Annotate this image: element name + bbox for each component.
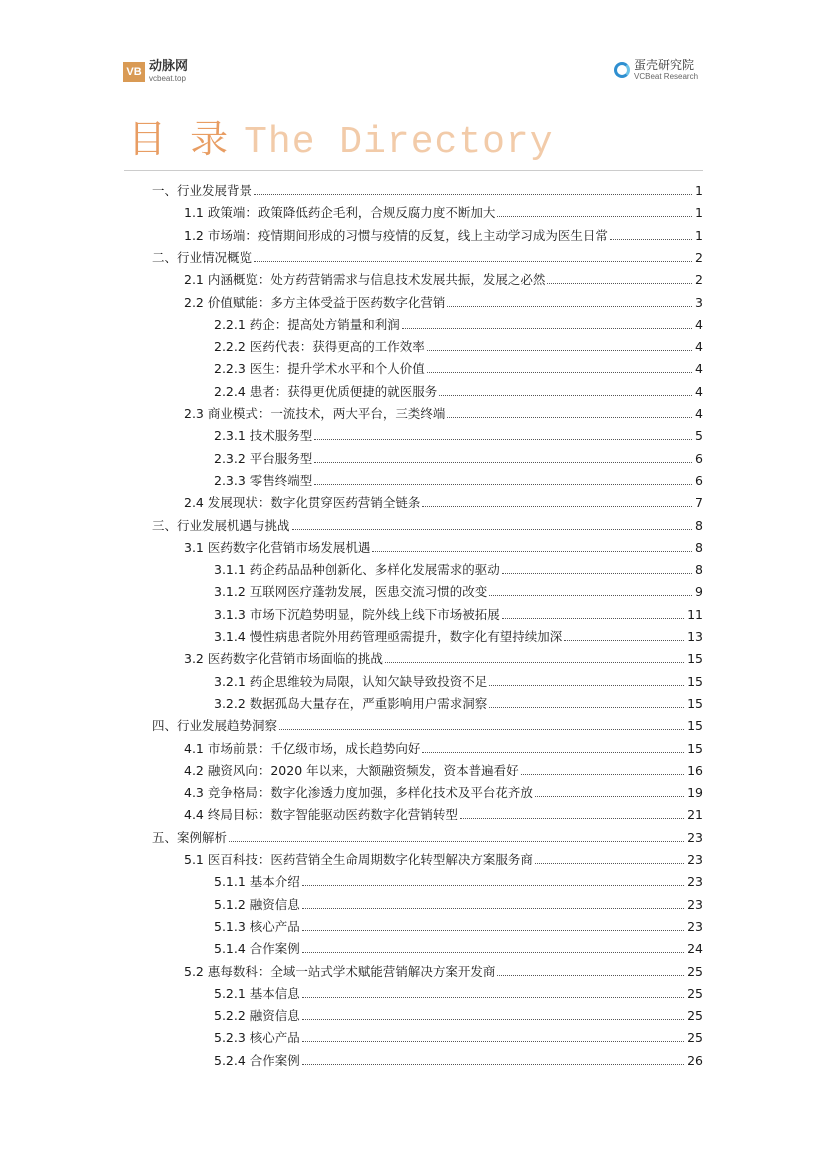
toc-entry-page: 1 [695,205,703,221]
toc-leader-dots [279,729,684,730]
toc-entry-page: 25 [687,1030,703,1046]
toc-entry[interactable] [214,336,703,358]
toc-leader-dots [314,484,692,485]
toc-entry[interactable] [214,314,703,336]
toc-entry-page: 25 [687,985,703,1001]
toc-entry-label: 2.2.3 医生：提升学术水平和个人价值 [214,361,425,377]
title-en: The Directory [244,121,554,164]
toc-leader-dots [254,194,692,195]
toc-entry[interactable] [214,1050,703,1072]
toc-leader-dots [302,952,684,953]
toc-entry-page: 4 [695,361,703,377]
toc-entry-label: 2.3 商业模式：一流技术，两大平台，三类终端 [184,406,446,421]
toc-leader-dots [314,439,692,440]
toc-entry-label: 5.2.1 基本信息 [214,985,300,1001]
toc-entry-label: 2.2.1 药企：提高处方销量和利润 [214,316,400,332]
toc-entry-label: 2.4 发展现状：数字化贯穿医药营销全链条 [184,495,421,511]
toc-leader-dots [302,997,684,998]
toc-entry[interactable] [214,448,703,470]
title-cn: 目 录 [128,117,235,161]
toc-entry[interactable] [184,537,703,559]
toc-entry-page: 4 [695,339,703,355]
toc-entry[interactable] [214,425,703,447]
toc-entry[interactable] [152,715,703,737]
toc-entry-label: 2.3.1 技术服务型 [214,428,313,444]
toc-leader-dots [497,975,684,976]
toc-entry-label: 四、行业发展趋势洞察 [152,718,278,734]
toc-leader-dots [254,261,692,262]
toc-entry-page: 1 [695,183,703,198]
toc-entry-page: 6 [695,450,703,466]
toc-entry-label: 5.1.2 融资信息 [214,896,300,912]
toc-entry-page: 24 [687,941,703,957]
ring-logo-icon [614,62,630,78]
toc-entry[interactable] [214,1005,703,1027]
toc-entry-page: 23 [687,829,703,845]
toc-entry-label: 3.2.1 药企思维较为局限，认知欠缺导致投资不足 [214,673,488,689]
toc-entry[interactable] [184,292,703,314]
toc-leader-dots [314,462,692,463]
toc-entry-page: 23 [687,852,703,867]
toc-entry[interactable] [184,961,703,983]
toc-entry-page: 4 [695,383,703,399]
toc-leader-dots [502,618,684,619]
toc-entry[interactable] [214,693,703,715]
toc-entry[interactable] [184,648,703,670]
toc-entry-page: 16 [687,762,703,778]
toc-entry-page: 6 [695,472,703,488]
toc-leader-dots [372,551,692,552]
toc-entry-label: 3.1.1 药企药品品种创新化、多样化发展需求的驱动 [214,562,500,578]
toc-entry[interactable] [214,1027,703,1049]
toc-leader-dots [521,774,684,775]
toc-leader-dots [422,752,684,753]
toc-leader-dots [447,417,692,418]
toc-entry-page: 23 [687,874,703,890]
toc-entry-label: 3.2.2 数据孤岛大量存在，严重影响用户需求洞察 [214,695,488,711]
toc-leader-dots [402,328,692,329]
toc-leader-dots [302,885,684,886]
toc-leader-dots [489,595,692,596]
toc-entry[interactable] [214,581,703,603]
toc-entry[interactable] [184,202,703,224]
toc-entry-label: 2.2 价值赋能：多方主体受益于医药数字化营销 [184,294,446,310]
toc-entry-label: 5.2 惠每数科：全域一站式学术赋能营销解决方案开发商 [184,963,496,979]
toc-entry-label: 4.3 竞争格局：数字化渗透力度加强，多样化技术及平台花齐放 [184,785,533,801]
toc-entry-page: 4 [695,406,703,421]
toc-entry-label: 3.2 医药数字化营销市场面临的挑战 [184,651,383,667]
toc-entry-page: 2 [695,272,703,288]
toc-leader-dots [497,216,692,217]
toc-entry-page: 4 [695,316,703,332]
toc-leader-dots [535,796,684,797]
toc-entry-label: 5.1.3 核心产品 [214,918,300,934]
toc-entry-page: 21 [687,807,703,823]
page-title [128,108,554,164]
toc-entry[interactable] [184,738,703,760]
toc-entry-label: 1.1 政策端：政策降低药企毛利，合规反腐力度不断加大 [184,205,496,221]
toc-leader-dots [427,350,692,351]
toc-entry[interactable] [214,983,703,1005]
toc-entry-label: 5.1.1 基本介绍 [214,874,300,890]
toc-entry-page: 25 [687,1008,703,1024]
toc-entry-label: 五、案例解析 [152,829,228,845]
toc-entry[interactable] [184,782,703,804]
toc-entry-label: 1.2 市场端：疫情期间形成的习惯与疫情的反复，线上主动学习成为医生日常 [184,227,608,243]
toc-entry-page: 8 [695,517,703,533]
toc-entry-label: 4.4 终局目标：数字智能驱动医药数字化营销转型 [184,807,458,823]
toc-entry[interactable] [184,804,703,826]
toc-entry-page: 15 [687,673,703,689]
toc-entry[interactable] [214,604,703,626]
toc-entry[interactable] [214,626,703,648]
toc-entry-page: 15 [687,740,703,756]
toc-entry[interactable] [214,381,703,403]
toc-entry[interactable] [214,671,703,693]
toc-leader-dots [302,930,684,931]
toc-entry-page: 13 [687,629,703,644]
toc-entry-page: 2 [695,249,703,265]
toc-leader-dots [547,283,692,284]
toc-entry-label: 一、行业发展背景 [152,183,253,198]
toc-leader-dots [292,529,693,530]
toc-leader-dots [422,506,692,507]
toc-entry-page: 15 [687,718,703,734]
toc-entry-page: 26 [687,1052,703,1068]
toc-entry-page: 25 [687,963,703,979]
research-logo-name: 蛋壳研究院 [634,58,695,72]
toc-entry-label: 5.1 医百科技：医药营销全生命周期数字化转型解决方案服务商 [184,852,533,867]
toc-leader-dots [489,685,684,686]
toc-entry-label: 5.2.2 融资信息 [214,1008,300,1024]
toc-entry-page: 7 [695,495,703,511]
toc-entry-page: 23 [687,918,703,934]
toc-entry-label: 5.2.4 合作案例 [214,1052,300,1068]
toc-leader-dots [302,1019,684,1020]
toc-leader-dots [460,818,684,819]
toc-entry[interactable] [152,827,703,849]
toc-leader-dots [610,239,692,240]
toc-leader-dots [302,908,684,909]
toc-entry-page: 5 [695,428,703,444]
toc-entry-page: 8 [695,562,703,578]
page-header [0,0,827,100]
toc-entry[interactable] [184,403,703,425]
toc-entry[interactable] [214,871,703,893]
toc-entry[interactable] [214,358,703,380]
vcbeat-logo-name: 动脉网 [149,59,189,74]
toc-entry[interactable] [214,559,703,581]
toc-entry-label: 三、行业发展机遇与挑战 [152,517,290,533]
toc-entry[interactable] [152,247,703,269]
toc-entry[interactable] [184,492,703,514]
toc-entry-label: 2.1 内涵概览：处方药营销需求与信息技术发展共振，发展之必然 [184,272,546,288]
toc-entry[interactable] [184,225,703,247]
vcbeat-research-logo [614,59,698,81]
toc-entry-page: 8 [695,539,703,555]
toc-leader-dots [447,306,692,307]
toc-leader-dots [229,841,684,842]
toc-leader-dots [427,372,692,373]
toc-entry-page: 15 [687,695,703,711]
vcbeat-logo [123,60,188,83]
toc-entry-page: 11 [687,606,703,622]
toc-entry[interactable] [184,269,703,291]
toc-entry-page: 9 [695,584,703,600]
toc-entry-page: 1 [695,227,703,243]
toc-entry[interactable] [214,894,703,916]
toc-entry-label: 4.2 融资风向：2020 年以来，大额融资频发，资本普遍看好 [184,762,519,778]
toc-leader-dots [439,395,692,396]
toc-leader-dots [502,573,692,574]
toc-entry-label: 3.1.4 慢性病患者院外用药管理亟需提升，数字化有望持续加深 [214,629,563,644]
toc-leader-dots [535,863,684,864]
research-logo-sub: VCBeat Research [634,72,699,81]
toc-leader-dots [302,1041,684,1042]
toc-entry-page: 15 [687,651,703,667]
toc-entry[interactable] [214,470,703,492]
vcbeat-logo-domain: vcbeat.top [149,74,186,83]
toc-entry-label: 3.1.3 市场下沉趋势明显，院外线上线下市场被拓展 [214,606,500,622]
toc-entry[interactable] [214,938,703,960]
toc-entry-label: 2.2.2 医药代表：获得更高的工作效率 [214,339,425,355]
toc-entry-label: 5.2.3 核心产品 [214,1030,300,1046]
toc-leader-dots [564,640,684,641]
toc-entry-page: 3 [695,294,703,310]
toc-entry-label: 3.1 医药数字化营销市场发展机遇 [184,539,371,555]
toc-entry-label: 2.3.2 平台服务型 [214,450,313,466]
toc-entry-label: 2.3.3 零售终端型 [214,472,313,488]
toc-entry[interactable] [184,760,703,782]
toc-entry-label: 3.1.2 互联网医疗蓬勃发展，医患交流习惯的改变 [214,584,488,600]
title-divider [124,170,703,171]
toc-leader-dots [385,662,684,663]
toc-entry-label: 2.2.4 患者：获得更优质便捷的就医服务 [214,383,438,399]
toc-entry-label: 4.1 市场前景：千亿级市场，成长趋势向好 [184,740,421,756]
toc-entry-page: 23 [687,896,703,912]
toc-entry[interactable] [184,849,703,871]
vb-logo-icon: VB [123,62,145,82]
toc-entry[interactable] [152,180,703,202]
toc-entry-label: 5.1.4 合作案例 [214,941,300,957]
toc-leader-dots [489,707,684,708]
toc-entry-label: 二、行业情况概览 [152,249,253,265]
toc-entry[interactable] [152,515,703,537]
toc-entry[interactable] [214,916,703,938]
toc-entry-page: 19 [687,785,703,801]
toc-leader-dots [302,1064,684,1065]
